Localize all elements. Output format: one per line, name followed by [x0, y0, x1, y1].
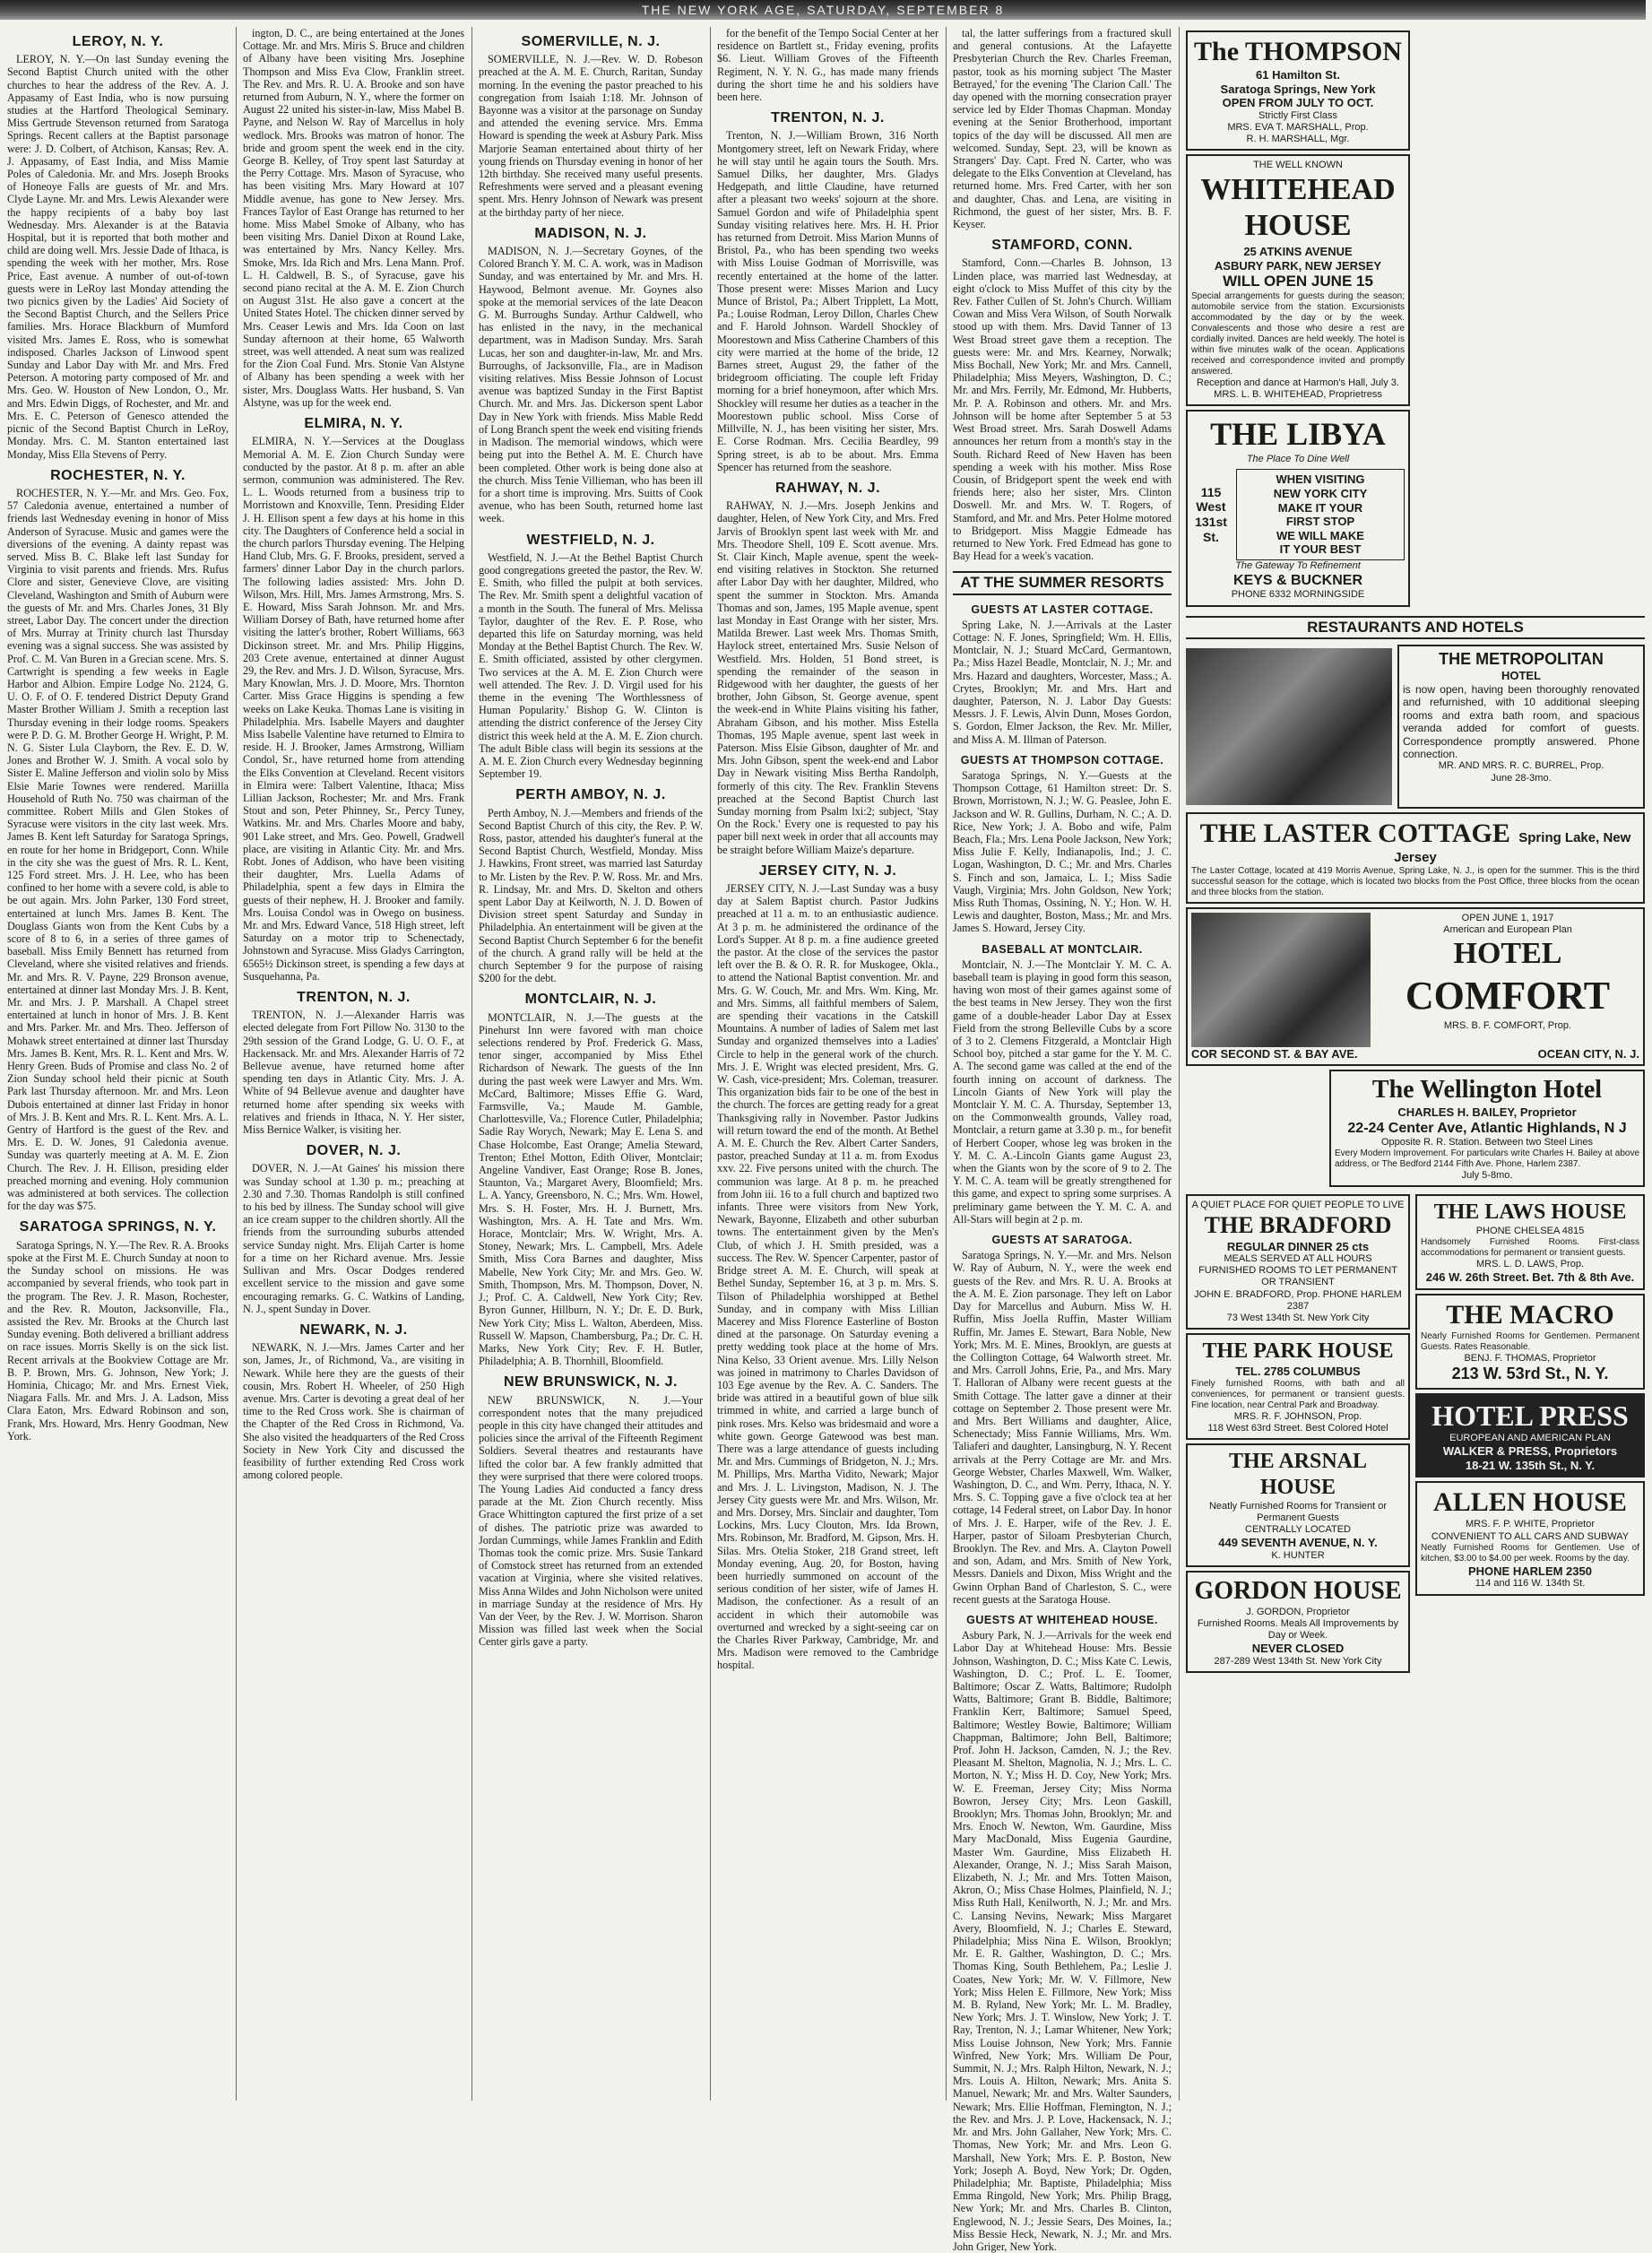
ad-line: MAKE IT YOUR: [1277, 500, 1363, 515]
ad-metropolitan: [1397, 645, 1645, 809]
ad-line: FIRST STOP: [1285, 515, 1355, 529]
article-body: MONTCLAIR, N. J.—The guests at the Pinehurst Inn were favored with man choice selections rendered by Prof. Frederick G. Mass, tenor singer, accompanied by Miss Ethel Richardson of Newark. The guests of the Inn during the past week were Lawyer and Mrs. Wm. McCard, Baltimore; Misses Effie G. Ward, Farmsville, Va.; Maude M. Gamble, Charlottesville, Va.; Florence Cutler, Philadelphia; Sadie Ray Worych, Newark; May E. Lena S. and Chase Holcombe, East Orange; Amelia Steward, Trenton; Ethel Motton, Edith Oliver, Montclair; Angeline Vandiver, East Orange; Rose B. Jones, Staunton, Va.; Margaret Avery, Bloomfield; Mrs. L. A. Yancy, Greensboro, N. C.; Mrs. Wm. Howel, Mrs. S. H. Foster, Mrs. H. J. Burnett, Mrs. Washington, Mrs. A. H. Tate and Mrs. Wm. Horace, Montclair; Mrs. W. Wright, Mrs. A. Stoney, Newark; Mrs. L. Campbell, Mrs. Adele Smith, Miss Cora Barnes and daughter, Miss Mabelle, New York City; Mr. and Mrs. Geo. W. Smith, Thompson, Mrs. M. Thompson, Dover, N. J.; Prof. C. A. Caldwell, New York City; Rev. Byron Gunner, Hillburn, N. Y.; Dr. E. D. Burk, New York City; Miss L. Walton, Aberdeen, Miss. Russell W. Mapson, Chambersburg, Pa.; Dr. C. H. Marks, New York City; Rev. F. H. Butler, Philadelphia; A. B. Thornhill, Bloomfield.: [479, 1010, 703, 1368]
ad-comfort: [1186, 907, 1645, 1067]
article-body: DOVER, N. J.—At Gaines' his mission there was Sunday school at 1.30 p. m.; preaching at 2.30 and 7.30. Thomas Randolph is still confined to his bed by illness. The Sunday school will give an ice cream supper to the children shortly. All the friends from the surrounding suburbs attended service Sunday night. Mrs. Elijah Carter is home for a time on her Richard avenue. Mrs. Jessie Sullivan and Mrs. Oscar Dodges rendered excellent service to the mission and gave some encouraging remarks. G. C. Watkins of Landing, N. J., spent Sunday in Dover.: [243, 1162, 464, 1315]
ad-prop: MRS. EVA T. MARSHALL, Prop.: [1227, 121, 1369, 133]
ad-phone: PHONE HARLEM 2350: [1468, 1564, 1592, 1578]
article-body: SOMERVILLE, N. J.—Rev. W. D. Robeson preached at the A. M. E. Church, Raritan, Sunday morning. In the evening the pastor preached to his congregation from Isaiah 1:18. Mr. Johnson of Bayonne was a visitor at the parsonage on Sunday and attended the evening service. Mrs. Emma Howard is spending the week at Asbury Park. Miss Marjorie Seaman entertained about thirty of her young friends on Thursday evening in honor of her 12th birthday. She received many useful presents. Refreshments were served and a pleasant evening spent. Mrs. Henry Johnson of Newark was present at the birthday party of her niece.: [479, 53, 703, 219]
ad-city: Saratoga Springs, New York: [1220, 82, 1376, 96]
ad-prop: MR. AND MRS. R. C. BURREL, Prop.: [1438, 760, 1604, 772]
ad-address: 73 West 134th St. New York City: [1226, 1313, 1370, 1324]
ad-address: 449 SEVENTH AVENUE, N. Y.: [1218, 1536, 1378, 1550]
metropolitan-photo: [1186, 648, 1392, 805]
section-title: LEROY, N. Y.: [72, 34, 164, 49]
ad-plan: EUROPEAN AND AMERICAN PLAN: [1449, 1433, 1611, 1444]
subsection-title: BASEBALL AT MONTCLAIR.: [982, 942, 1143, 956]
ad-plan: American and European Plan: [1443, 923, 1572, 935]
comfort-photo: [1191, 913, 1371, 1047]
article-body: NEW BRUNSWICK, N. J.—Your correspondent notes that the many prejudiced people in this city have changed their attitudes and policies since the arrival of the Fifteenth Regiment Soldiers. Several theatres and restaurants have lifted the color bar. A few frankly admitted that they were surprised that there were colored troops. The Young Ladies Aid conducted a fancy dress parade at the Mt. Zion Church recently. Miss Grace Whittington captured the first prize of a set of dishes. The patriotic prize was awarded to Jordan Cummings, while James Franklin and Edith Thomas took the comic prize. Mrs. Susie Tankard of Comstock street has returned from an extended vacation at Virginia, where she visited relatives. Miss Anna Wildes and John Nicholson were united in marriage Sunday at the residence of Mrs. Hy Van der Veer, by the Rev. J. W. Morrison. Sharon Mission was filled last week when the Social Center girls gave a party.: [479, 1393, 703, 1649]
ad-address: 213 W. 53rd St., N. Y.: [1451, 1365, 1609, 1383]
ad-phone: TEL. 2785 COLUMBUS: [1235, 1365, 1361, 1379]
ad-title: THE LAWS HOUSE: [1433, 1200, 1627, 1225]
ad-prop: MRS. R. F. JOHNSON, Prop.: [1233, 1410, 1362, 1422]
article-body: Montclair, N. J.—The Montclair Y. M. C. A. baseball team is playing in good form this season, having won most of their games against some of the best teams in New Jersey. They won the first game of a double-header Labor Day at Essex Field from the strong Belleville Cubs by a score of 3 to 2. Clemens Fitzgerald, a Montclair High School boy, pitched a star game for the Y. M. C. A. The second game was called at the end of the fourth inning on account of darkness. The Lincoln Giants of New York will play the Montclair Y. M. C. A. Thursday, September 13, on the Commonwealth grounds, Valley road, Montclair, a return game at 3.30 p. m., for benefit of Herbert Cooper, whose leg was broken in the Y. M. C. A.-Lincoln Giants game August 23, when the Giants won by the score of 9 to 2. The Y. M. C. A. team will be greatly strengthened for this game, and expect to spring some surprises. A preliminary game between the Y. M. C. A. and All-Stars will begin at 2 p. m.: [953, 958, 1172, 1226]
column-5: [946, 27, 1180, 2253]
ad-city: ASBURY PARK, NEW JERSEY: [1214, 258, 1382, 273]
ad-title: GORDON HOUSE: [1194, 1576, 1402, 1605]
section-title: NEWARK, N. J.: [299, 1321, 408, 1338]
ad-body: Every Modern Improvement. For particulars write Charles H. Bailey at above address, or The Bedford 2144 Fifth Ave. Phone, Harlem 2387.: [1335, 1148, 1639, 1169]
ad-mgr: R. H. MARSHALL, Mgr.: [1246, 134, 1350, 145]
ad-park-house: [1186, 1333, 1410, 1440]
restaurants-banner: RESTAURANTS AND HOTELS: [1186, 616, 1645, 639]
subsection-title: GUESTS AT WHITEHEAD HOUSE.: [966, 1613, 1158, 1626]
column-2: [236, 27, 472, 2101]
ad-line: NEVER CLOSED: [1251, 1642, 1345, 1656]
section-title: MADISON, N. J.: [534, 225, 647, 241]
column-1: [0, 27, 237, 2101]
ad-title: HOUSE: [1244, 209, 1352, 243]
article-body: TRENTON, N. J.—Alexander Harris was elected delegate from Fort Pillow No. 3130 to the 29th session of the Grand Lodge, G. U. O. F., at Hackensack. Mr. and Mrs. Alexander Harris of 72 Bellevue avenue, have returned home after spending ten days in Atlantic City. Mrs. J. A. White of 94 Bellevue avenue and daughter have returned home after spending six weeks with relatives and friends in Ithaca, N. Y. Her sister, Miss Bernice Walker, is visiting her.: [243, 1009, 464, 1137]
ad-whitehead: [1186, 154, 1410, 406]
ad-line: CONVENIENT TO ALL CARS AND SUBWAY: [1431, 1530, 1630, 1542]
ad-laws-house: [1415, 1194, 1645, 1290]
article-body: Saratoga Springs, N. Y.—The Rev. R. A. Brooks spoke at the First M. E. Church Sunday at noon to the Sunday school on missions. He was accompanied by several friends, who took part in the program. The Rev. J. R. Mason, Rochester, and the Rev. R. Mouton, Jacksonville, Fla., assisted the Rev. Mr. Brooks at the Church last Sunday evening. Both delivered a brilliant address on race issues. Morris Skelly is on the sick list. Recent arrivals at the Bookview Cottage are Mr. B. P. Brown, Mrs. G. Johnson, New York; J. Hominia, Chicago; Mr. and Mrs. Ernest Viek, Niagara Falls. Mr. and Mrs. J. A. Ladson, Miss Clara Eaton, Mrs. Edward Robinson and son, Frank, Mrs. Howard, Mrs. Henry Goodman, New York.: [7, 1238, 229, 1443]
ad-city: Spring Lake, New Jersey: [1394, 829, 1631, 865]
ad-laster: [1186, 812, 1645, 904]
section-title: WESTFIELD, N. J.: [526, 532, 655, 548]
section-title: MONTCLAIR, N. J.: [524, 992, 657, 1008]
article-body: LEROY, N. Y.—On last Sunday evening the Second Baptist Church united with the other churches to hear the address of the Rev. A. J. Appasamy of East India, who is now pursuing studies at the Hartford Theological Seminary. Miss Gertrude Stevenson returned from Saratoga Springs. Recent callers at the Baptist parsonage were: J. D. Colbert, of Atchison, Kansas; Rev. A. J. Appasamy, of East India, and Miss Mamie Poles of Caledonia. Mr. and Mrs. Joseph Brooks of Honeoye Falls are guests of Mr. and Mrs. Clyde Layne. Mr. and Mrs. Lewis Alexander were the happy recipients of a baby boy last Wednesday. Mrs. Alexander is at the Batavia Hospital, but it is reported that both mother and child are doing well. Mrs. Jessie Dade of Ithaca, is spending the week with her mother, Mrs. Rose Price, East avenue. A number of out-of-town guests were in LeRoy last Monday attending the two picnics given by the Ladies' Aid Society of the Second Baptist Church, and the Sellers Price families. Mrs. Horace Blackburn of Mumford visited Mrs. James E. Ross, who is somewhat indisposed. Charles Jackson of Linwood spent Sunday and Labor Day with Mr. and Mrs. Fred Peterson. A motoring party composed of Mr. and Mrs. Geo. W. Houston of New London, O., Mr. and Mrs. Edwin Diggs, of Rochester, and Mr. and Mrs. E. C. Peterson of Genesco attended the picnic of the Second Baptist Church in LeRoy, Monday. Mrs. C. M. Stanton entertained last Monday, Miss Ella Stevens of Perry.: [7, 53, 229, 461]
ad-address: 22-24 Center Ave, Atlantic Highlands, N J: [1347, 1120, 1627, 1136]
ad-title: THE ARSNAL HOUSE: [1228, 1449, 1368, 1499]
ad-tagline: The Place To Dine Well: [1246, 454, 1350, 465]
ad-thompson: [1186, 30, 1410, 151]
ad-open: OPEN JUNE 1, 1917: [1461, 912, 1554, 923]
ad-address: 287-289 West 134th St. New York City: [1214, 1655, 1382, 1667]
ad-location: CENTRALLY LOCATED: [1245, 1523, 1351, 1535]
resorts-banner: AT THE SUMMER RESORTS: [953, 571, 1172, 594]
column-6-ads: [1179, 27, 1652, 2101]
ad-line: IT YOUR BEST: [1279, 542, 1362, 557]
section-title: RAHWAY, N. J.: [774, 480, 881, 496]
ad-prop: KEYS & BUCKNER: [1233, 573, 1362, 589]
ad-city: OCEAN CITY, N. J.: [1537, 1046, 1639, 1061]
ad-title: THE METROPOLITAN: [1439, 649, 1604, 668]
ad-address: 118 West 63rd Street. Best Colored Hotel: [1207, 1422, 1388, 1434]
ad-prop: K. HUNTER: [1271, 1549, 1325, 1561]
ad-tagline: The Gateway To Refinement: [1235, 560, 1361, 572]
article-body: Stamford, Conn.—Charles B. Johnson, 13 Linden place, was married last Wednesday, at eight o'clock to Miss Muffet of this city by the Rev. Father Cullen of St. John's Church. William Cowan and Miss Vera Wilson, of South Norwalk stood up with them. Mrs. David Tanner of 13 West Broad street gave them a reception. The guests were: Mr. and Mrs. Kearney, Norwalk; Miss Bochall, New York; Mr. and Mrs. Cannell, Philadelphia; Miss Meyers, Washington, D. C.; Mr. and Mrs. Ferrily, Mr. Edmond, Mr. Hubberts, Mr. P. A. Robinson and others. Mr. and Mrs. Johnson will be home after September 5 at 53 West Broad street. Mrs. Sarah Doswell Adams announces her return from a month's stay in the South. Richard Reed of New Haven has been spending a week with his mother. Miss Rose Cousin, of Bridgeport spent the week end with friends here; also her sister, Mrs. Clinton Doswell. Mr. and Mrs. W. T. Rogers, of Stamford, and Mr. and Mrs. Peter Holme motored to Bridgeport. Miss Maggie Edmeade has returned to New York. Fred Edmead has gone to Bay Head for a week's vacation.: [953, 256, 1172, 563]
ad-libya: [1186, 410, 1410, 607]
column-4: [710, 27, 947, 2101]
ad-body: Neatly Furnished Rooms for Gentlemen. Use of kitchen, $3.00 to $4.00 per week. Rooms by the day.: [1421, 1542, 1639, 1564]
article-body: MADISON, N. J.—Secretary Goynes, of the Colored Branch Y. M. C. A. work, was in Madison Sunday, and was entertained by Mr. and Mrs. H. Haywood, Belmont avenue. Mr. Goynes also spoke at the memorial services of the late Deacon G. M. Burroughs Sunday. Arthur Caldwell, who has enlisted in the navy, in the mechanical department, was in Madison Sunday. Mrs. Sarah Lucas, her son and daughter-in-law, Mr. and Mrs. Burroughs, of Jacksonville, Fla., are in Madison visiting relatives. Miss Bessie Johnson of Locust avenue was baptized Sunday in the First Baptist Church. Mr. and Mrs. Jas. Dickerson spent Labor Day in New York with friends. Miss Mable Redd of Long Branch spent the week end visiting friends in Madison. The memorial windows, which were being put into the Bethel A. M. E. Church have been completed. Other work is being done also at the church. Miss Tenie Villieman, who has been ill for a short time is improving. Mrs. Suitts of Cook avenue, who has been South, returned home last week.: [479, 245, 703, 525]
ad-prop: MRS. F. P. WHITE, Proprietor: [1465, 1519, 1596, 1530]
subsection-title: GUESTS AT SARATOGA.: [991, 1234, 1133, 1247]
ad-allen-house: [1415, 1481, 1645, 1595]
ad-phone: PHONE CHELSEA 4815: [1475, 1225, 1585, 1236]
section-title: DOVER, N. J.: [306, 1143, 402, 1159]
ad-title: WHITEHEAD: [1200, 172, 1396, 206]
ad-prop: CHARLES H. BAILEY, Proprietor: [1397, 1105, 1577, 1119]
ad-body: is now open, having been thoroughly renovated and refurnished, with 10 additional sleeping rooms and extra bath room, and spacious veranda added for comfort of guests. Correspondence promptly answered. Phone connection.: [1403, 682, 1639, 760]
ad-line: WE WILL MAKE: [1276, 528, 1364, 542]
article-body: tal, the latter sufferings from a fractured skull and general contusions. At the Lafayette Presbyterian Church the Rev. Charles Freeman, pastor, took as his morning subject 'The Master Betrayed,' for the evening 'The Clarion Call.' The day opened with the morning consecration prayer service led by Elder Thomas Chapman. Monday evening at the Senior Brotherhood, important topics of the day will be discussed. All men are welcomed. Sunday, Sept. 23, will be known as Strangers' Day. Capt. Fred N. Carter, who was delegate to the Elks Convention at Cleveland, has returned home. Mrs. Fred Carter, with her son and daughter, Chas. and Lena, are visiting in Richmond, the guest of her sister, Mrs. B. F. Keyser.: [953, 27, 1172, 231]
article-body: RAHWAY, N. J.—Mrs. Joseph Jenkins and daughter, Helen, of New York City, and Mrs. Fred Jarvis of Brooklyn spent last week with Mr. and Mrs. Theodore Shell, 109 E. Scott avenue. Mrs. St. Clair Kinch, Maple avenue, spent the week-end visiting relatives in Stockton. She returned after Labor Day with her daughter, Mildred, who spent the summer in Stockton. Mrs. Amanda Thomas and son, James, 195 Maple avenue, spent last Monday in East Orange with her sister, Mrs. Matilda Brewer. Last week Mrs. Thomas Smith, Haylock street, entertained Mrs. Susie Nelson of Westfield. Mrs. Holden, 51 Bond street, is spending the remainder of the season in Ridgewood with her daughter, the guests of her brother, John Gibson, St. George avenue, spent the week-end in White Plains visiting his father, Abraham Gibson, and his mother. Miss Estella Thomas, 195 Maple avenue, spent last week in Paterson. Miss Elsie Gibson, daughter of Mr. and Mrs. John Gibson, spent the week-end and Labor Day in Newark visiting Miss Bertha Randolph, formerly of this city. The Rev. Franklin Stevens preached at the Second Baptist Church last Sunday morning from Psalm lxi:2; subject, 'Stay On the Rock.' Every one is requested to pay his paper bill next week in order that all accounts may be straight before William Maize's departure.: [717, 499, 938, 856]
ad-address: 114 and 116 W. 134th St.: [1475, 1578, 1586, 1590]
ad-body: The Laster Cottage, located at 419 Morris Avenue, Spring Lake, N. J., is open for the summer. This is the third successful season for the cottage, which is located two blocks from the Post Office, three blocks from the ocean and three blocks from the station.: [1191, 865, 1639, 897]
ad-address: COR SECOND ST. & BAY AVE.: [1191, 1046, 1358, 1061]
ad-title: THE LIBYA: [1210, 416, 1386, 453]
ad-body: Finely furnished Rooms, with bath and all conveniences, for permanent or transient guests. Fine location, near Central Park and Broadway.: [1191, 1378, 1405, 1410]
ad-note: Reception and dance at Harmon's Hall, July 3.: [1197, 377, 1399, 388]
ad-line: MEALS SERVED AT ALL HOURS: [1224, 1253, 1372, 1265]
ad-prop: WALKER & PRESS, Proprietors: [1442, 1444, 1618, 1459]
ad-subtitle: HOTEL: [1453, 937, 1562, 971]
article-body: NEWARK, N. J.—Mrs. James Carter and her son, James, Jr., of Richmond, Va., are visiting in Newark. While here they are the guests of their cousin, Mrs. Robert H. Wheeler, of 250 High avenue. Mrs. Carter is devoting a great deal of her time to the Red Cross work. She is chairman of the Chapter of the Red Cross in Richmond, Va. She also visited the headquarters of the Red Cross Society in New York City and discussed the feasibility of further extending Red Cross work among colored people.: [243, 1341, 464, 1482]
ad-phone: PHONE 6332 MORNINGSIDE: [1231, 589, 1365, 601]
section-title: JERSEY CITY, N. J.: [758, 862, 897, 879]
ad-subtitle: HOTEL: [1501, 669, 1542, 683]
article-body: Trenton, N. J.—William Brown, 316 North Montgomery street, left on Newark Friday, where he will stay until he again tours the South. Mrs. Samuel Dilks, her daughter, Mrs. Gladys Hedgepath, and little Claudine, have returned after a pleasant two weeks' sojourn at the shore. Samuel Gordon and wife of Philadelphia spent Sunday visiting relatives here. Mrs. H. H. Prior has returned from Detroit. Miss Marion Munns of Bristol, Pa., who has been spending two weeks with Miss Louise Godman of Morrisville, was recently entertained at the home of the latter. Those present were: Misses Marion and Lucy Munce of Bristol, Pa.; Albert Tripplett, La Mott, Pa.; Louise Rodman, Leroy Dillon, Charles Chew and F. Harold Johnson. Wardell Shockley of Moorestown and Miss Catherine Chambers of this city were married at the home of the bride, 12 Barnes street, August 29, the father of the bridegroom officiating. The couple left Friday morning for a brief honeymoon, after which Mrs. Shockley will resume her duties as a teacher in the Moorestown public school. Miss Corse of Millville, N. J., has been visiting her sister, Mrs. E. Corse Rodman. Mrs. Cecilia Beardley, 99 Spring street, is ab to be about. Mrs. Emma Spencer has returned from the seashore.: [717, 129, 938, 473]
section-title: NEW BRUNSWICK, N. J.: [504, 1374, 678, 1391]
ad-address: 115 West 131st St.: [1195, 484, 1227, 545]
subsection-title: GUESTS AT THOMPSON COTTAGE.: [960, 753, 1164, 767]
section-title: TRENTON, N. J.: [771, 110, 885, 126]
column-3: [471, 27, 711, 2101]
ad-title: The THOMPSON: [1194, 37, 1402, 66]
ad-macro: [1415, 1294, 1645, 1390]
article-body: ington, D. C., are being entertained at the Jones Cottage. Mr. and Mrs. Miris S. Bruce and children of Albany have been visiting Mrs. Josephine Thompson and Miss Eva Clow, Franklin street. The Rev. and Mrs. R. U. A. Brooke and son have returned from Auburn, N. Y., where the former on August 22 united his sister-in-law, Miss Mabel B. Payne, and Nelson W. Ray of Marcellus in holy wedlock. Mrs. Brooks was matron of honor. The bride and groom spent the week end in the city. George B. Kelley, of Troy spent last Saturday at the Perry Cottage. Mrs. Mason of Syracuse, who has been visiting Mrs. Mary Howard at 107 Middle avenue, has gone to New Jersey. Mrs. Frances Taylor of East Orange has returned to her home. Miss Mabel Smoke of Albany, who has been visiting Mrs. Daniel Dixon at Round Lake, was entertained by Mrs. Nancy Kelley. Mrs. Smoke, Mrs. Ida Rich and Mrs. Lena Mann. Prof. L. H. Caldwell, B. S., of Syracuse, gave his second piano recital at the A. M. E. Zion Church on August 31st. He also gave a concert at the United States Hotel. The chicken dinner served by Mrs. Ceaser Lewis and Mrs. Ida Coon on last Sunday afternoon at their home, 65 Walworth street, was well attended. A neat sum was realized for the Zion Coal Fund. Mrs. Stonie Van Alstyne of Albany has been spending a week with her sister, Mrs. Douglass Watts. Her husband, S. Van Alstyne, was up for the week end.: [243, 27, 464, 409]
article-body: JERSEY CITY, N. J.—Last Sunday was a busy day at Salem Baptist church. Pastor Judkins preached at 11 a. m. to an enthusiastic audience. At 3 p. m. he administered the ordinance of the Lord's Supper. At 8 p. m. a fine audience greeted the pastor. At the close of the services the pastor left over the B. & O. R. R. for Muskogee, Okla., to attend the National Baptist convention. Mr. and Mrs. G. W. Couch, Mr. and Mrs. Wm. King, Mr. and Mrs. Simms, all faithful members of Salem, are spending their vacations in the Catskill Mountains. A number of ladies of Salem met last Sunday and organized themselves into a Ladies' Circle to help in the general work of the church. Mrs. J. E. Wright was elected president, Mrs. G. W. Cash, vice-president; Mrs. Coleman, treasurer. This organization bids fair to be one of the best in the church. The forces are getting ready for a great Thanksgiving rally in November. Pastor Judkins will return toward the end of the month. At Bethel A. M. E. Church the Rev. Albert Carter Sanders, pastor, preached Sunday at 11 a. m. from Exodus xxv. 22. Five persons united with the church. The communion was large. At 8 p. m. he preached from John iii. 16 to a full church and baptized two infants. Three were visitors from New York, Newark, Bayonne, Elizabeth and other suburban towns. The entertainment given by the Men's Club, of which J. H. Smith presided, was a success. The Rev. W. Spencer Carpenter, pastor of Bridge street A. M. E. Church, will speak at Bethel Sunday, September 16, at 3 p. m. Mrs. S. Tilson of Philadelphia worshipped at Bethel Sunday, and in company with Miss Lillian Macerey and Miss Florence Easterline of Boston dined at the parsonage. On Saturday evening a pretty wedding took place at the home of Mrs. Nina Kelso, 33 Orient avenue. Mrs. Lilly Nelson was joined in matrimony to Charles Davidson of 103 Ege avenue by the Rev. A. C. Sanders. The bride was attired in a beautiful gown of blue silk trimmed in white, and carried a large bunch of pink roses. Mrs. Kelso was bridesmaid and wore a white gown. George Gatewood was best man. There was a large attendance of guests including Mr. and Mrs. Cummings of Bridgeton, N. J.; Mrs. M. Phillips, Mrs. Martha Vidito, Newark; Major and Mrs. J. L. Livingston, Madison, N. J. The Jersey City guests were Mr. and Mrs. Wilson, Mr. and Mrs. Dorsey, Mrs. Sinclair and daughter, Tom Lockins, Mrs. Lucy Clouton, Mrs. Ida Brown, Mrs. Robinson, Mr. Bradford, M. Gipson, Mrs. H. Silas. Mrs. Otelia Stoker, 218 Grand street, left Monday evening, Aug. 20, for Boston, having been hurriedly summoned on account of the serious condition of her sister, wife of James H. Madison, the confectioner. As a result of an accident in which their automobile was overturned and wrecked by a sight-seeing car on the Charles River Parkway, Cambridge, Mr. and Mrs. Madison were removed to the Cambridge hospital.: [717, 882, 938, 1672]
ad-address: 18-21 W. 135th St., N. Y.: [1465, 1458, 1596, 1472]
ad-address: 246 W. 26th Street. Bet. 7th & 8th Ave.: [1425, 1270, 1635, 1285]
ad-line: REGULAR DINNER 25 cts: [1226, 1239, 1370, 1253]
ad-open: WILL OPEN JUNE 15: [1223, 273, 1373, 290]
ad-title: THE PARK HOUSE: [1202, 1339, 1394, 1364]
section-title: PERTH AMBOY, N. J.: [515, 787, 666, 803]
subsection-title: GUESTS AT LASTER COTTAGE.: [971, 602, 1154, 616]
ad-body: Special arrangements for guests during the season; automobile service from the station. Excursionists accommodated by the day or by the week. Convalescents and those who desire a rest are cordially invited. Dances are held weekly. The hotel is within five minutes walk of the ocean. Applications received and correspondence invited and promptly answered.: [1191, 290, 1405, 377]
ad-body: Handsomely Furnished Rooms. First-class accommodations for permanent or transient guests.: [1421, 1237, 1639, 1259]
ad-line: NEW YORK CITY: [1273, 487, 1368, 501]
ad-body: Nearly Furnished Rooms for Gentlemen. Permanent Guests. Rates Reasonable.: [1421, 1330, 1639, 1352]
ad-prop: J. GORDON, Proprietor: [1246, 1606, 1350, 1617]
ad-title: THE MACRO: [1446, 1299, 1614, 1330]
ad-prop: MRS. L. B. WHITEHEAD, Proprietress: [1214, 388, 1382, 400]
ad-kicker: A QUIET PLACE FOR QUIET PEOPLE TO LIVE: [1191, 1200, 1405, 1211]
article-body: Saratoga Springs, N. Y.—Guests at the Thompson Cottage, 61 Hamilton street: Dr. S. Brown, Morristown, N. J.; W. G. Peaslee, John E. Jackson and W. R. Gullins, Durham, N. C.; A. D. Rice, New York; J. A. Bobo and wife, Palm Beach, Fla.; Mrs. Lena Poole Jackson, New York; Miss Julie F. Kelly, Indianapolis, Ind.; J. C. Logan, Washington, D. C.; Mr. and Mrs. Charles S. Finch and son, Jamaica, L. I.; Miss Sadie Vaugh, Virginia; Mrs. John Goldson, New York; Miss Ruth Thomas, Ossining, N. Y.; Hon. W. H. Lewis and daughter, Boston, Mass.; Mr. and Mrs. James S. Howard, Jersey City.: [953, 768, 1172, 935]
section-title: ROCHESTER, N. Y.: [50, 467, 186, 483]
article-body: Westfield, N. J.—At the Bethel Baptist Church good congregations greeted the pastor, the Rev. W. E. Smith, who filled the pulpit at both services. The Rev. Mr. Smith spent a delightful vacation of a month in the South. The funeral of Mrs. Melissa Taylor, daughter of the Rev. E. P. Rose, who departed this life on Saturday morning, was held Monday at the Bethel Baptist Church. The Rev. W. E. Smith officiated, assisted by other clergymen. Two services at the A. M. E. Zion Church were well attended. The Rev. J. D. Virgil used for his theme in the evening 'The Worthlessness of Human Popularity.' Bishop G. W. Clinton is attending the district conference of the Jersey City district this week held at the A. M. E. Zion church. The adult Bible class will begin its sessions at the A. M. E. Zion Church every Wednesday beginning September 19.: [479, 550, 703, 781]
section-title: ELMIRA, N. Y.: [304, 416, 403, 432]
article-body: Asbury Park, N. J.—Arrivals for the week end Labor Day at Whitehead House: Mrs. Bessie Johnson, Washington, D. C.; Miss Kate C. Lewis, Washington, D. C.; Prof. L. E. Toomer, Baltimore; Oscar Z. Watts, Baltimore; Rudolph Watts, Baltimore; Grant B. Biddle, Baltimore; Franklin Kerr, Baltimore; Samuel Speed, Baltimore; Westley Bowie, Baltimore; William Chappman, Baltimore; John Bell, Baltimore; Prof. John H. Jackson, Camden, N. J.; the Rev. Pleasant M. Shelton, Magnolia, N. J.; Mrs. L. C. Morton, N. Y.; Miss H. D. Coy, New York; Mrs. W. E. Freeman, Jersey City; Miss Norma Bowron, Jersey City; Mrs. Leon Gaskill, Brooklyn; Mrs. Thomas John, Brooklyn; Mr. and Mrs. Enoch W. Newton, Wm. Gaurdine, Miss Mary MacDonald, Miss Eugenia Gaurdine, Master Wm. Gaurdine, Miss Elizabeth H. Alexander, Orange, N. J.; Miss Sarah Maison, Elizabeth, N. J.; Mr. and Mrs. Totten Maison, Akron, O.; Miss Chase Holmes, Plainfield, N. J.; Miss Ruth Hall, Kenilworth, N. J.; Mr. and Mrs. C. Lansing Nevins, Newark; Miss Margaret Avery, Bloomfield, N. J.; Charles E. Steward, Philadelphia; Miss Nina E. Wilson, Brooklyn; Mr. E. R. Galther, Washington, D. C.; Mrs. Thomas King, South Bethlehem, Pa.; Leslie J. Coates, New York; Mr. W. V. Fillmore, New York; Miss Helen E. Fillmore, New York; Miss M. B. Ryland, New York; Mr. L. M. Bradley, New York; Mrs. J. T. Winslow, New York; J. T. Ray, Trenton, N. J.; Lamar Whitener, New York; Miss Louise Johnson, New York; Mrs. Fannie Winfred, New York; Mrs. William De Pour, Summit, N. J.; Mrs. Ralph Hilton, Newark, N. J.; Mrs. Louis A. Hilton, Newark; Mrs. Anita S. Manuel, Newark; Mr. and Mrs. Walter Saunders, Newark; Mrs. Ellie Hoffman, Flemington, N. J.; the Rev. and Mrs. J. P. Love, Hackensack, N. J.; Mr. and Mrs. John Gallaher, New York; Mrs. C. Thomas, New York; Mr. and Mrs. Leon G. Marshall, New York; Mrs. E. P. Boston, New York; Joseph A. Boyd, New York; Dr. Ogden, Philadelphia; Mr. Baptiste, Philadelphia; Miss Emma Ringold, New York; Mrs. Philip Bragg, New York; Mr. and Mrs. Charles B. Clinton, Englewood, N. J.; Jessie Sears, Des Moines, Ia.; Miss Bessie Heck, Newark, N. J.; Mr. and Mrs. John Griger, New York.: [953, 1629, 1172, 2253]
article-body: ELMIRA, N. Y.—Services at the Douglass Memorial A. M. E. Zion Church Sunday were conducted by the pastor. At 8 p. m. after an able sermon, communion was administered. The Rev. L. L. Woods returned from a business trip to Morristown and Knoxville, Tenn. Presiding Elder J. H. Ellison spent a few days at his home in this city. The Daughters of Conference held a social in the church parlors Thursday evening. The Helping Hand Club, Mrs. G. F. Brooks, president, served a farmers' dinner Labor Day in the church parlors. The following ladies assisted: Mrs. John D. Wilson, Mrs. Hill, Mrs. James Armstrong, Mrs. S. E. Howard, Miss Sarah Johnson. Mr. and Mrs. William Dorsey of Bath, have returned home after visiting the latter's brother, Robert Williams, 663 Dickinson street. Mr. and Mrs. Philip Higgins, 203 Crete avenue, entertained at dinner August 29, the Rev. and Mrs. J. D. Wilson, Syracuse, Mrs. Mary Knowlan, Mrs. J. D. Moore, Mrs. Thornton Carter. Miss Grace Higgins is spending a few weeks on Lake Keuka. Thomas Lane is visiting in Philadelphia. Mrs. Isabelle Mayers and daughter Miss Isabelle Valentine have returned to Elmira to reside. H. J. Brooker, James Armstrong, William Condol, Sr., have returned home from attending the Elks Convention at Cleveland. Recent visitors in Elmira were: Talbert Valentine, Ithaca; Miss Lillian Jackson, Rochester; Mr. and Mrs. Frank Stout and son, Peter Phinney, Sr., Percy Tuney, Watkins. Mr. and Mrs. Charles Moore and baby, 901 Lake street, and Mrs. Geo. Powell, Gradwell place, are visiting in Atlantic City. Mr. and Mrs. Robt. Jones of Addison, who have been visiting their daughter, Mrs. Luella Adams of Philadelphia, spent a few days in Elmira the guests of their nephew, H. J. Brooker and family. Mrs. Louisa Condol was in Owego on business. Mr. and Mrs. Edward Vance, 518 High street, left Saturday on a motor trip to Schenectady, Johnstown and Syracuse. Miss Gladys Carrington, 6565½ Dickinson street, is spending a few days at Susquehanna, Pa.: [243, 435, 464, 983]
ad-prop: BENJ. F. THOMAS, Proprietor: [1464, 1352, 1596, 1364]
article-body: Saratoga Springs, N. Y.—Mr. and Mrs. Nelson W. Ray of Auburn, N. Y., were the week end guests of the Rev. and Mrs. R. U. A. Brooks at the A. M. E. Zion parsonage. They left on Labor Day for Marcellus and Auburn. Miss W. H. Ruffin, Miss Joella Ruffin, Master William Ruffin, Mr. James E. Stewart, Bara Noble, New York; Mrs. M. E. Mines, Brooklyn, are guests at the Collington Cottage, 64 Walworth street. Mr. and Mrs. Carroll Johns, Erie, Pa., and Mrs. Mary T. Halloran of Albany were recent guests at the Smith Cottage. The latter gave a dinner at their cottage on September 2. Those present were Mr. and Mrs. Bert Williams and daughter, Alice, Schenectady; Miss Fannie Williams, Mrs. Wm. Taliaferi and daughter, Lansingburg, N. Y. Recent arrivals at the Perry Cottage are Mr. and Mrs. George Webster, Charles Maxwell, Wm. Walker, Washington, D. C., and Wm. Perry, Ithaca, N. Y. Mrs. S. C. Topping gave a five o'clock tea at her cottage, 14 Federal street, on Labor Day. In honor of Mrs. J. E. Harper, wife of the Rev. J. E. Harper, pastor of Siloam Presbyterian Church, Brooklyn. The Rev. and Mrs. A. Clayton Powell and son, Adam, and Mrs. Smith of New York, Messrs. Daniels and Dixon, Miss Wright and the Gwinn Orphan Band of Charleston, S. C., were recent guests at the Saratoga House.: [953, 1249, 1172, 1606]
article-body: Perth Amboy, N. J.—Members and friends of the Second Baptist Church of this city, the Rev. P. W. Ross, pastor, attended his daughter's funeral at the Second Baptist Church, Westfield, Monday. Miss J. Hawkins, Front street, was married last Saturday to Mr. Listen by the Rev. P. W. Ross. Mr. and Mrs. R. Lindsay, Mr. and Mrs. D. Skelton and others spent Labor Day at Keilworth, N. J. D. Bowen of Division street spent Saturday and Sunday in Philadelphia. An entertainment will be given at the Second Baptist Church September 6 for the benefit of the church. A grand rally will be held at the church September 9 for the purpose of raising $200 for the debt.: [479, 806, 703, 985]
ad-arsnal-house: [1186, 1443, 1410, 1567]
ad-prop: MRS. B. F. COMFORT, Prop.: [1443, 1019, 1572, 1031]
ad-body: Furnished Rooms. Meals All Improvements by Day or Week.: [1197, 1617, 1399, 1641]
ad-title: ALLEN HOUSE: [1433, 1487, 1627, 1518]
ad-open: OPEN FROM JULY TO OCT.: [1222, 96, 1374, 110]
article-body: Spring Lake, N. J.—Arrivals at the Laster Cottage: N. F. Jones, Springfield; Wm. H. Ellis, Montclair, N. J.; Stuard McCard, Germantown, Pa.; Miss Hazel Beadle, Montclair, N. J.; Mr. and Mrs. Hazard and daughters, Worcester, Mass.; A. Crytes, Brooklyn; Mr. and Mrs. Hart and daughter, Paterson, N. J. Labor Day Guests: Messrs. J. F. Lewis, Alvin Dunn, Moses Gordon, S. Gordon, Elmer Jackson, the Rev. Mr. Miller, and Miss A. M. Illman of Paterson.: [953, 618, 1172, 746]
masthead-band: THE NEW YORK AGE, SATURDAY, SEPTEMBER 8: [0, 0, 1646, 20]
ad-bradford: [1186, 1194, 1410, 1330]
ad-address: 61 Hamilton St.: [1256, 68, 1340, 82]
ad-class: Strictly First Class: [1258, 109, 1337, 121]
ad-title: THE LASTER COTTAGE: [1199, 818, 1510, 848]
ad-kicker: THE WELL KNOWN: [1253, 160, 1343, 171]
ad-location: Opposite R. R. Station. Between two Steel Lines: [1380, 1136, 1594, 1148]
ad-date: July 5-8mo.: [1461, 1169, 1513, 1181]
ad-title: The Wellington Hotel: [1371, 1076, 1603, 1105]
ad-line: FURNISHED ROOMS TO LET PERMANENT OR TRANSIENT: [1198, 1265, 1397, 1288]
section-title: TRENTON, N. J.: [297, 990, 411, 1006]
ad-body: Neatly Furnished Rooms for Transient or Permanent Guests: [1208, 1500, 1388, 1523]
article-body: ROCHESTER, N. Y.—Mr. and Mrs. Geo. Fox, 57 Caledonia avenue, entertained a number of friends last Wednesday evening in honor of Miss Anderson of Syracuse. Music and games were the diversions of the evening. A dainty repast was served. Miss B. C. Blake left last Sunday for Virginia to visit parents and friends. Mrs. Rufus Clore and sister, Genevieve Clove, are visiting Cleveland, Washington and Smith of Auburn were the guests of Mr. and Mrs. Charles Jones, 31 Bly street, Labor Day. The concert under the direction of Mrs. Murray at Trinity church last Thursday evening was a signal success. She was assisted by Prof. C. M. Van Buren in a Grecian scene. Mrs. S. Cartwright is spending a few weeks in Eagle Harbor and Albion. Empire Lodge No. 2124, G. U. O. F. of O. F. tendered District Deputy Grand Master Brother William J. Smith a reception last Thursday evening in their lodge rooms. Speakers were P. D. G. M. Brother George H. Wright, P. M. N. G. Sister Lula Clayborn, the Rev. E. D. W. Jones and Brother W. J. Smith. A vocal solo by Sister E. Maline Jefferson and violin solo by Miss Elsie Marie Townes were rendered. Mariilla Household of Ruth No. 750 was chairman of the committee. Robert Mills and Glen Stokes of Syracuse were visitors in the city last week. Mrs. James B. Kent left Saturday for Saratoga Springs, en route for her home in Bridgeport, Conn. While in the city she was the guest of Mrs. R. L. Kent, 125 Ford street. Mrs. J. H. Lee, who has been confined to her home with a severe cold, is able to be out again. Mrs. John Parker, 130 Ford street, entertained at lunch Mrs. James B. Kent. The Douglass Giants won from the Kent Cubs by a score of 8 to 6, in a series of three games of baseball. Miss Emily Bennett has returned from Cleveland, where she visited relatives and friends. Mr. and Mrs. R. V. Payne, 229 Bronson avenue, entertained at dinner last Monday Mrs. J. B. Kent, Mr. and Mrs. J. P. Marshall. A Chapel street entertained at lunch in honor of Mrs. J. B. Kent and Mrs. Parker. Mr. and Mrs. Theo. Jefferson of Mohawk street entertained at dinner last Thursday Mrs. James B. Kent, Mrs. R. L. Kent and Mrs. W. Henry Green. Buds of Promise and class No. 2 of Zion Sunday school held their picnic at South Park last Thursday afternoon. Mr. and Mrs. Leon Dubois entertained at dinner last Friday in honor of Mrs. J. B. Kent and Mrs. R. L. Kent. Mrs. A. L. Gentry of Hartford is the guest of the Rev. and Mrs. E. D. W. Jones, 91 Caledonia avenue. Sunday was quarterly meeting at A. M. E. Zion Church. The Rev. J. H. Ellison, presiding elder preached morning and evening. Holy communion was administered at both services. The collection for the day was $75.: [7, 486, 229, 1213]
section-title: STAMFORD, CONN.: [991, 238, 1133, 254]
ad-date: June 28-3mo.: [1491, 772, 1552, 784]
ad-title: HOTEL PRESS: [1431, 1399, 1629, 1432]
ad-address: 25 ATKINS AVENUE: [1243, 245, 1353, 259]
ad-wellington: [1329, 1070, 1645, 1187]
section-title: SARATOGA SPRINGS, N. Y.: [19, 1219, 217, 1235]
ad-line: WHEN VISITING: [1276, 472, 1365, 487]
section-title: SOMERVILLE, N. J.: [521, 34, 661, 49]
article-body: for the benefit of the Tempo Social Center at her residence on Bartlett st., Friday evening, profits $6. Lieut. William Groves of the Fifteenth Regiment, N. Y. N. G., has made many friends during the short time he and his soldiers have been here.: [717, 27, 938, 104]
ad-prop: JOHN E. BRADFORD, Prop. PHONE HARLEM 2387: [1194, 1288, 1402, 1312]
ad-title: COMFORT: [1405, 973, 1611, 1018]
ad-prop: MRS. L. D. LAWS, Prop.: [1475, 1259, 1584, 1270]
ad-gordon-house: [1186, 1571, 1410, 1673]
ad-title: THE BRADFORD: [1204, 1212, 1392, 1239]
ad-hotel-press: [1415, 1393, 1645, 1478]
